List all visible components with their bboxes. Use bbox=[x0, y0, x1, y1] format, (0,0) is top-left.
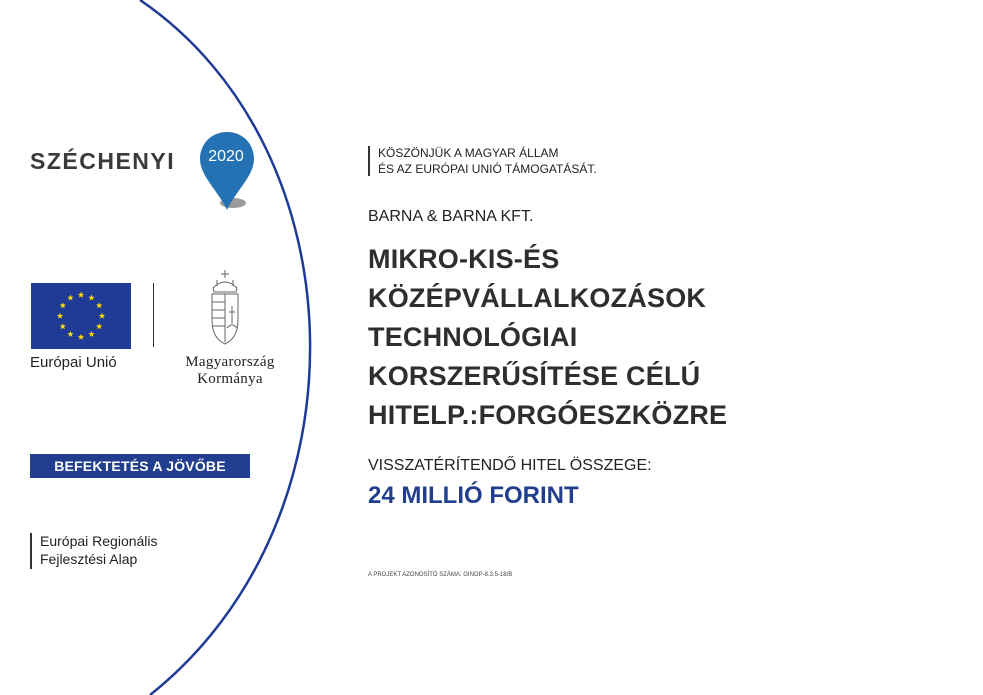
thanks-text bbox=[378, 145, 597, 177]
government-label bbox=[170, 354, 290, 388]
eu-star-icon bbox=[60, 302, 66, 308]
eu-star-icon bbox=[99, 313, 105, 319]
government-label-line1: Magyarország bbox=[185, 354, 275, 370]
eu-star-icon bbox=[78, 334, 84, 340]
eu-star-icon bbox=[96, 323, 102, 329]
eu-star-icon bbox=[78, 292, 84, 298]
eu-star-icon bbox=[67, 331, 73, 337]
project-title bbox=[368, 240, 968, 435]
project-title-line: TECHNOLÓGIAI bbox=[368, 322, 578, 352]
project-title-line: MIKRO-KIS-ÉS bbox=[368, 244, 560, 274]
thanks-divider bbox=[368, 146, 370, 176]
location-pin-icon bbox=[197, 130, 257, 214]
project-id: A PROJEKT AZONOSÍTÓ SZÁMA: GINOP-8.3.5-18/B bbox=[368, 572, 513, 578]
logo-divider bbox=[153, 283, 154, 347]
fund-label bbox=[40, 532, 158, 568]
eu-flag-icon bbox=[31, 283, 131, 349]
thanks-line1: KÖSZÖNJÜK A MAGYAR ÁLLAM bbox=[378, 146, 559, 160]
fund-divider bbox=[30, 533, 32, 569]
loan-amount: 24 MILLIÓ FORINT bbox=[368, 482, 579, 509]
eu-star-icon bbox=[96, 302, 102, 308]
loan-label: VISSZATÉRÍTENDŐ HITEL ÖSSZEGE: bbox=[368, 457, 652, 474]
eu-star-icon bbox=[88, 294, 94, 300]
eu-star-icon bbox=[67, 294, 73, 300]
eu-star-icon bbox=[88, 331, 94, 337]
company-name: BARNA & BARNA KFT. bbox=[368, 208, 534, 225]
eu-star-icon bbox=[57, 313, 63, 319]
project-title-line: KORSZERŰSÍTÉSE CÉLÚ bbox=[368, 361, 701, 391]
project-title-line: KÖZÉPVÁLLALKOZÁSOK bbox=[368, 283, 707, 313]
thanks-line2: ÉS AZ EURÓPAI UNIÓ TÁMOGATÁSÁT. bbox=[378, 162, 597, 176]
government-label-line2: Kormánya bbox=[197, 371, 263, 387]
hungarian-coat-of-arms-icon bbox=[205, 268, 245, 348]
project-title-line: HITELP.:FORGÓESZKÖZRE bbox=[368, 400, 728, 430]
invest-banner: BEFEKTETÉS A JÖVŐBE bbox=[30, 454, 250, 478]
eu-label: Európai Unió bbox=[30, 354, 117, 371]
fund-label-line2: Fejlesztési Alap bbox=[40, 551, 138, 567]
szechenyi-wordmark: SZÉCHENYI bbox=[30, 148, 176, 174]
eu-star-icon bbox=[60, 323, 66, 329]
szechenyi-year: 2020 bbox=[208, 148, 244, 165]
fund-label-line1: Európai Regionális bbox=[40, 533, 158, 549]
